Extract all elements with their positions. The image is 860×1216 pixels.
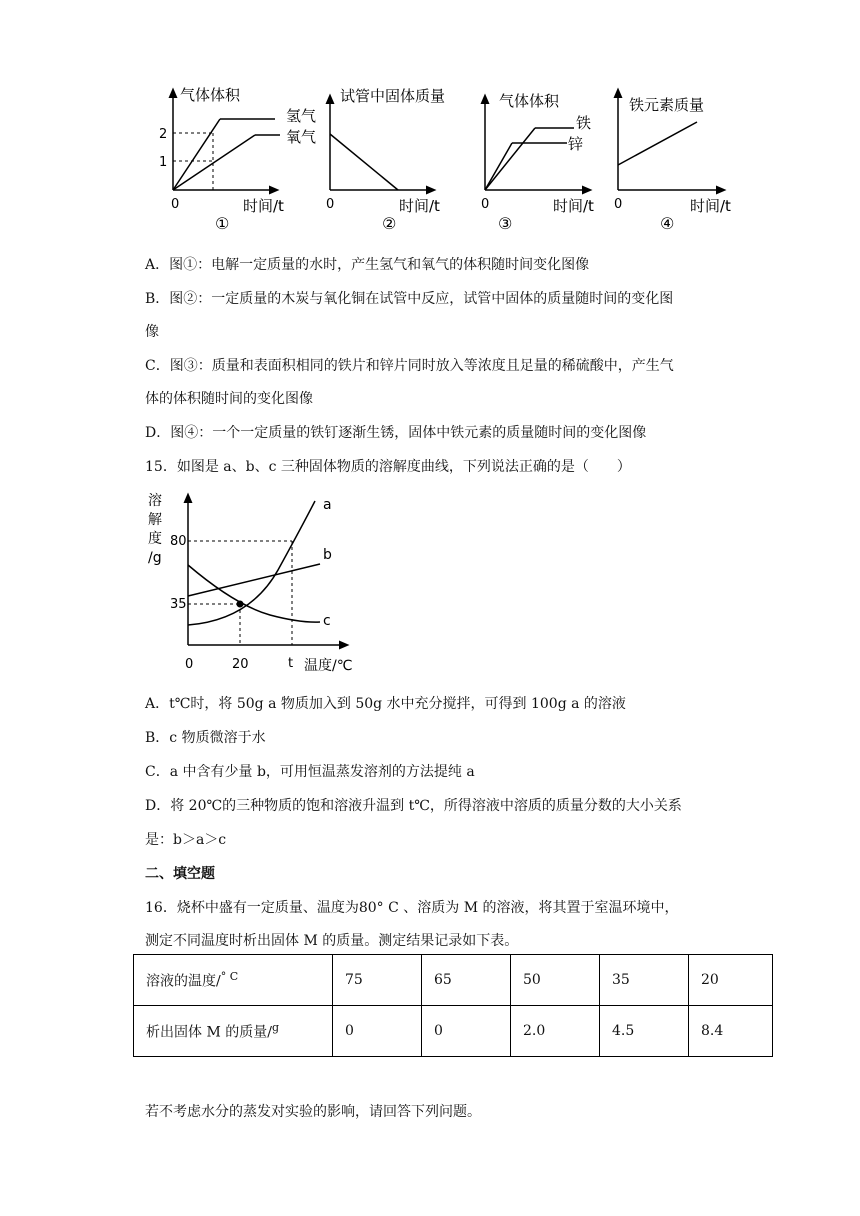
q14-option-a: A．图①：电解一定质量的水时，产生氢气和氧气的体积随时间变化图像: [145, 257, 590, 273]
graph-4-origin: 0: [614, 197, 623, 212]
graph-1-xlabel: 时间/t: [243, 197, 284, 215]
graph-2-xlabel: 时间/t: [399, 197, 440, 215]
table-cell: 20: [689, 955, 773, 1006]
table-cell: 75: [333, 955, 422, 1006]
graph-1-label-oxygen: 氧气: [286, 128, 317, 146]
table-cell: 8.4: [689, 1006, 773, 1057]
table-cell: 65: [422, 955, 511, 1006]
curve-a-label: a: [323, 497, 332, 513]
graph-3-xlabel: 时间/t: [553, 197, 594, 215]
q14-option-b: B．图②：一定质量的木炭与氧化铜在试管中反应，试管中固体的质量随时间的变化图: [145, 291, 674, 307]
q14-option-d: D．图④：一个一定质量的铁钉逐渐生锈，固体中铁元素的质量随时间的变化图像: [145, 425, 647, 441]
graph-2-origin: 0: [326, 197, 335, 212]
tick-0: 0: [185, 657, 194, 672]
section-heading: 二、填空题: [145, 866, 215, 882]
q15-option-a: A．t℃时，将 50g a 物质加入到 50g 水中充分搅拌，可得到 100g a 的溶液: [145, 696, 626, 712]
graph-3-origin: 0: [481, 197, 490, 212]
graph-2: [326, 87, 445, 233]
table-cell: 0: [333, 1006, 422, 1057]
table-header-mass: 析出固体 M 的质量/$^g$: [134, 1006, 333, 1057]
graph-3-label-iron: 铁: [576, 114, 592, 132]
graph-4-ylabel: 铁元素质量: [629, 96, 705, 114]
q15-option-c: C．a 中含有少量 b，可用恒温蒸发溶剂的方法提纯 a: [145, 764, 475, 780]
graph-3-caption: ③: [498, 214, 513, 233]
graph-3: [481, 92, 594, 233]
curve-c-label: c: [323, 613, 331, 629]
graph-1-tick-2: 2: [159, 127, 168, 142]
graph-1-origin: 0: [171, 197, 180, 212]
table-cell: 2.0: [511, 1006, 600, 1057]
q14-option-b-cont: 像: [145, 324, 159, 340]
graph-2-caption: ②: [382, 214, 397, 233]
q14-option-c-cont: 体的体积随时间的变化图像: [145, 391, 313, 407]
graph-1-label-hydrogen: 氢气: [286, 107, 317, 125]
graph-1-caption: ①: [215, 214, 230, 233]
solubility-ylabel-1: 溶: [148, 493, 162, 509]
graph-3-ylabel: 气体体积: [499, 92, 560, 110]
q15-option-d: D．将 20℃的三种物质的饱和溶液升温到 t℃，所得溶液中溶质的质量分数的大小关系: [145, 798, 682, 814]
tick-80: 80: [170, 534, 187, 549]
table-cell: 35: [600, 955, 689, 1006]
table-row-temperature: [134, 955, 773, 1006]
graph-1: [159, 86, 316, 233]
table-cell: 4.5: [600, 1006, 689, 1057]
graph-4-caption: ④: [660, 214, 675, 233]
graph-1-ylabel: 气体体积: [180, 86, 241, 104]
table-row-mass: [134, 1006, 773, 1057]
graph-1-tick-1: 1: [159, 155, 168, 170]
curve-b-label: b: [323, 547, 332, 563]
curve-c: [188, 565, 320, 622]
tick-20: 20: [232, 657, 249, 672]
graph-4-xlabel: 时间/t: [690, 197, 731, 215]
q14-option-c: C．图③：质量和表面积相同的铁片和锌片同时放入等浓度且足量的稀硫酸中，产生气: [145, 358, 674, 374]
tick-35: 35: [170, 597, 187, 612]
q15-option-b: B．c 物质微溶于水: [145, 730, 266, 746]
q16-stem-cont: 测定不同温度时析出固体 M 的质量。测定结果记录如下表。: [145, 933, 519, 949]
q15-option-d-cont: 是：b＞a＞c: [145, 832, 227, 848]
table-cell: 50: [511, 955, 600, 1006]
q15-stem: 15．如图是 a、b、c 三种固体物质的溶解度曲线，下列说法正确的是（ ）: [145, 459, 631, 475]
solubility-ylabel-4: /g: [148, 550, 162, 566]
q16-footer: 若不考虑水分的蒸发对实验的影响，请回答下列问题。: [145, 1104, 481, 1120]
q16-table: [133, 954, 773, 1057]
graph-2-ylabel: 试管中固体质量: [340, 87, 446, 105]
solubility-ylabel-2: 解: [148, 512, 162, 528]
table-cell: 0: [422, 1006, 511, 1057]
tick-t: t: [288, 656, 294, 671]
q16-stem: 16．烧杯中盛有一定质量、温度为80° C 、溶质为 M 的溶液，将其置于室温环境中，: [145, 900, 679, 916]
curve-a: [188, 501, 315, 625]
solubility-graph: [140, 485, 370, 680]
intersection-point: [237, 601, 244, 608]
table-header-temperature: 溶液的温度/$^{^\circ C}$: [134, 955, 333, 1006]
solubility-xlabel: 温度/℃: [304, 658, 353, 674]
solubility-ylabel-3: 度: [148, 531, 162, 547]
graph-3-label-zinc: 锌: [568, 135, 584, 153]
q14-graphs: [0, 0, 860, 240]
graph-4: [614, 92, 731, 233]
